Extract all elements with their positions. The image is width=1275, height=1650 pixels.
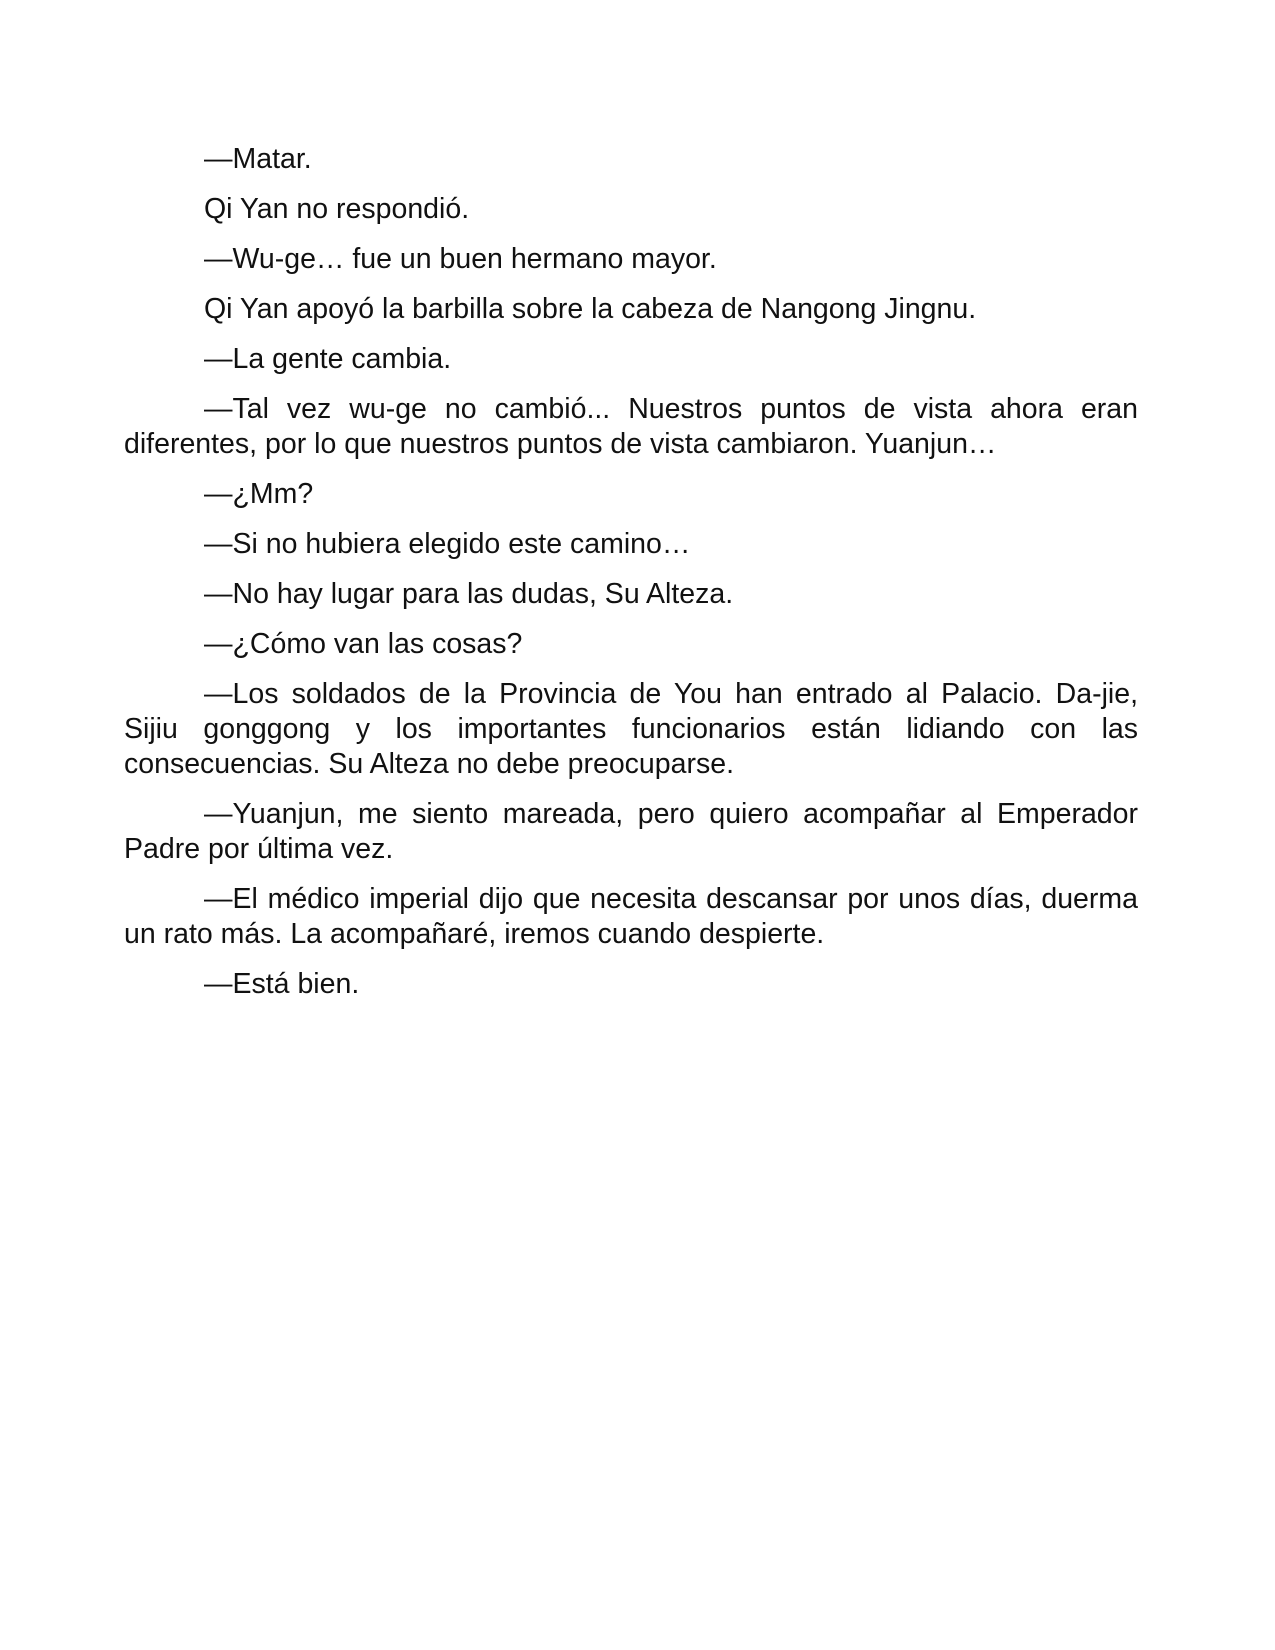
paragraph: —Si no hubiera elegido este camino…: [204, 528, 691, 560]
paragraph: Qi Yan no respondió.: [204, 193, 470, 225]
paragraph: —Matar.: [204, 143, 312, 175]
paragraph: —La gente cambia.: [204, 343, 452, 375]
paragraph: —¿Cómo van las cosas?: [204, 628, 523, 660]
paragraph: —Yuanjun, me siento mareada, pero quiero acompañar al Emperador Padre por última vez.: [124, 798, 1138, 865]
paragraph: —Wu-ge… fue un buen hermano mayor.: [204, 243, 717, 275]
document-body: [124, 142, 1138, 1017]
paragraph: —No hay lugar para las dudas, Su Alteza.: [204, 578, 734, 610]
paragraph: —Está bien.: [204, 968, 360, 1000]
paragraph: Qi Yan apoyó la barbilla sobre la cabeza de Nangong Jingnu.: [204, 293, 977, 325]
paragraph: —Los soldados de la Provincia de You han entrado al Palacio. Da-jie, Sijiu gonggong y los importantes funcionarios están lidiando con las consecuencias. Su Alteza no debe preocuparse.: [124, 678, 1138, 780]
paragraph: —Tal vez wu-ge no cambió... Nuestros puntos de vista ahora eran diferentes, por lo que nuestros puntos de vista cambiaron. Yuanjun…: [124, 393, 1138, 460]
paragraph: —El médico imperial dijo que necesita descansar por unos días, duerma un rato más. La acompañaré, iremos cuando despierte.: [124, 883, 1138, 950]
paragraph: —¿Mm?: [204, 478, 314, 510]
